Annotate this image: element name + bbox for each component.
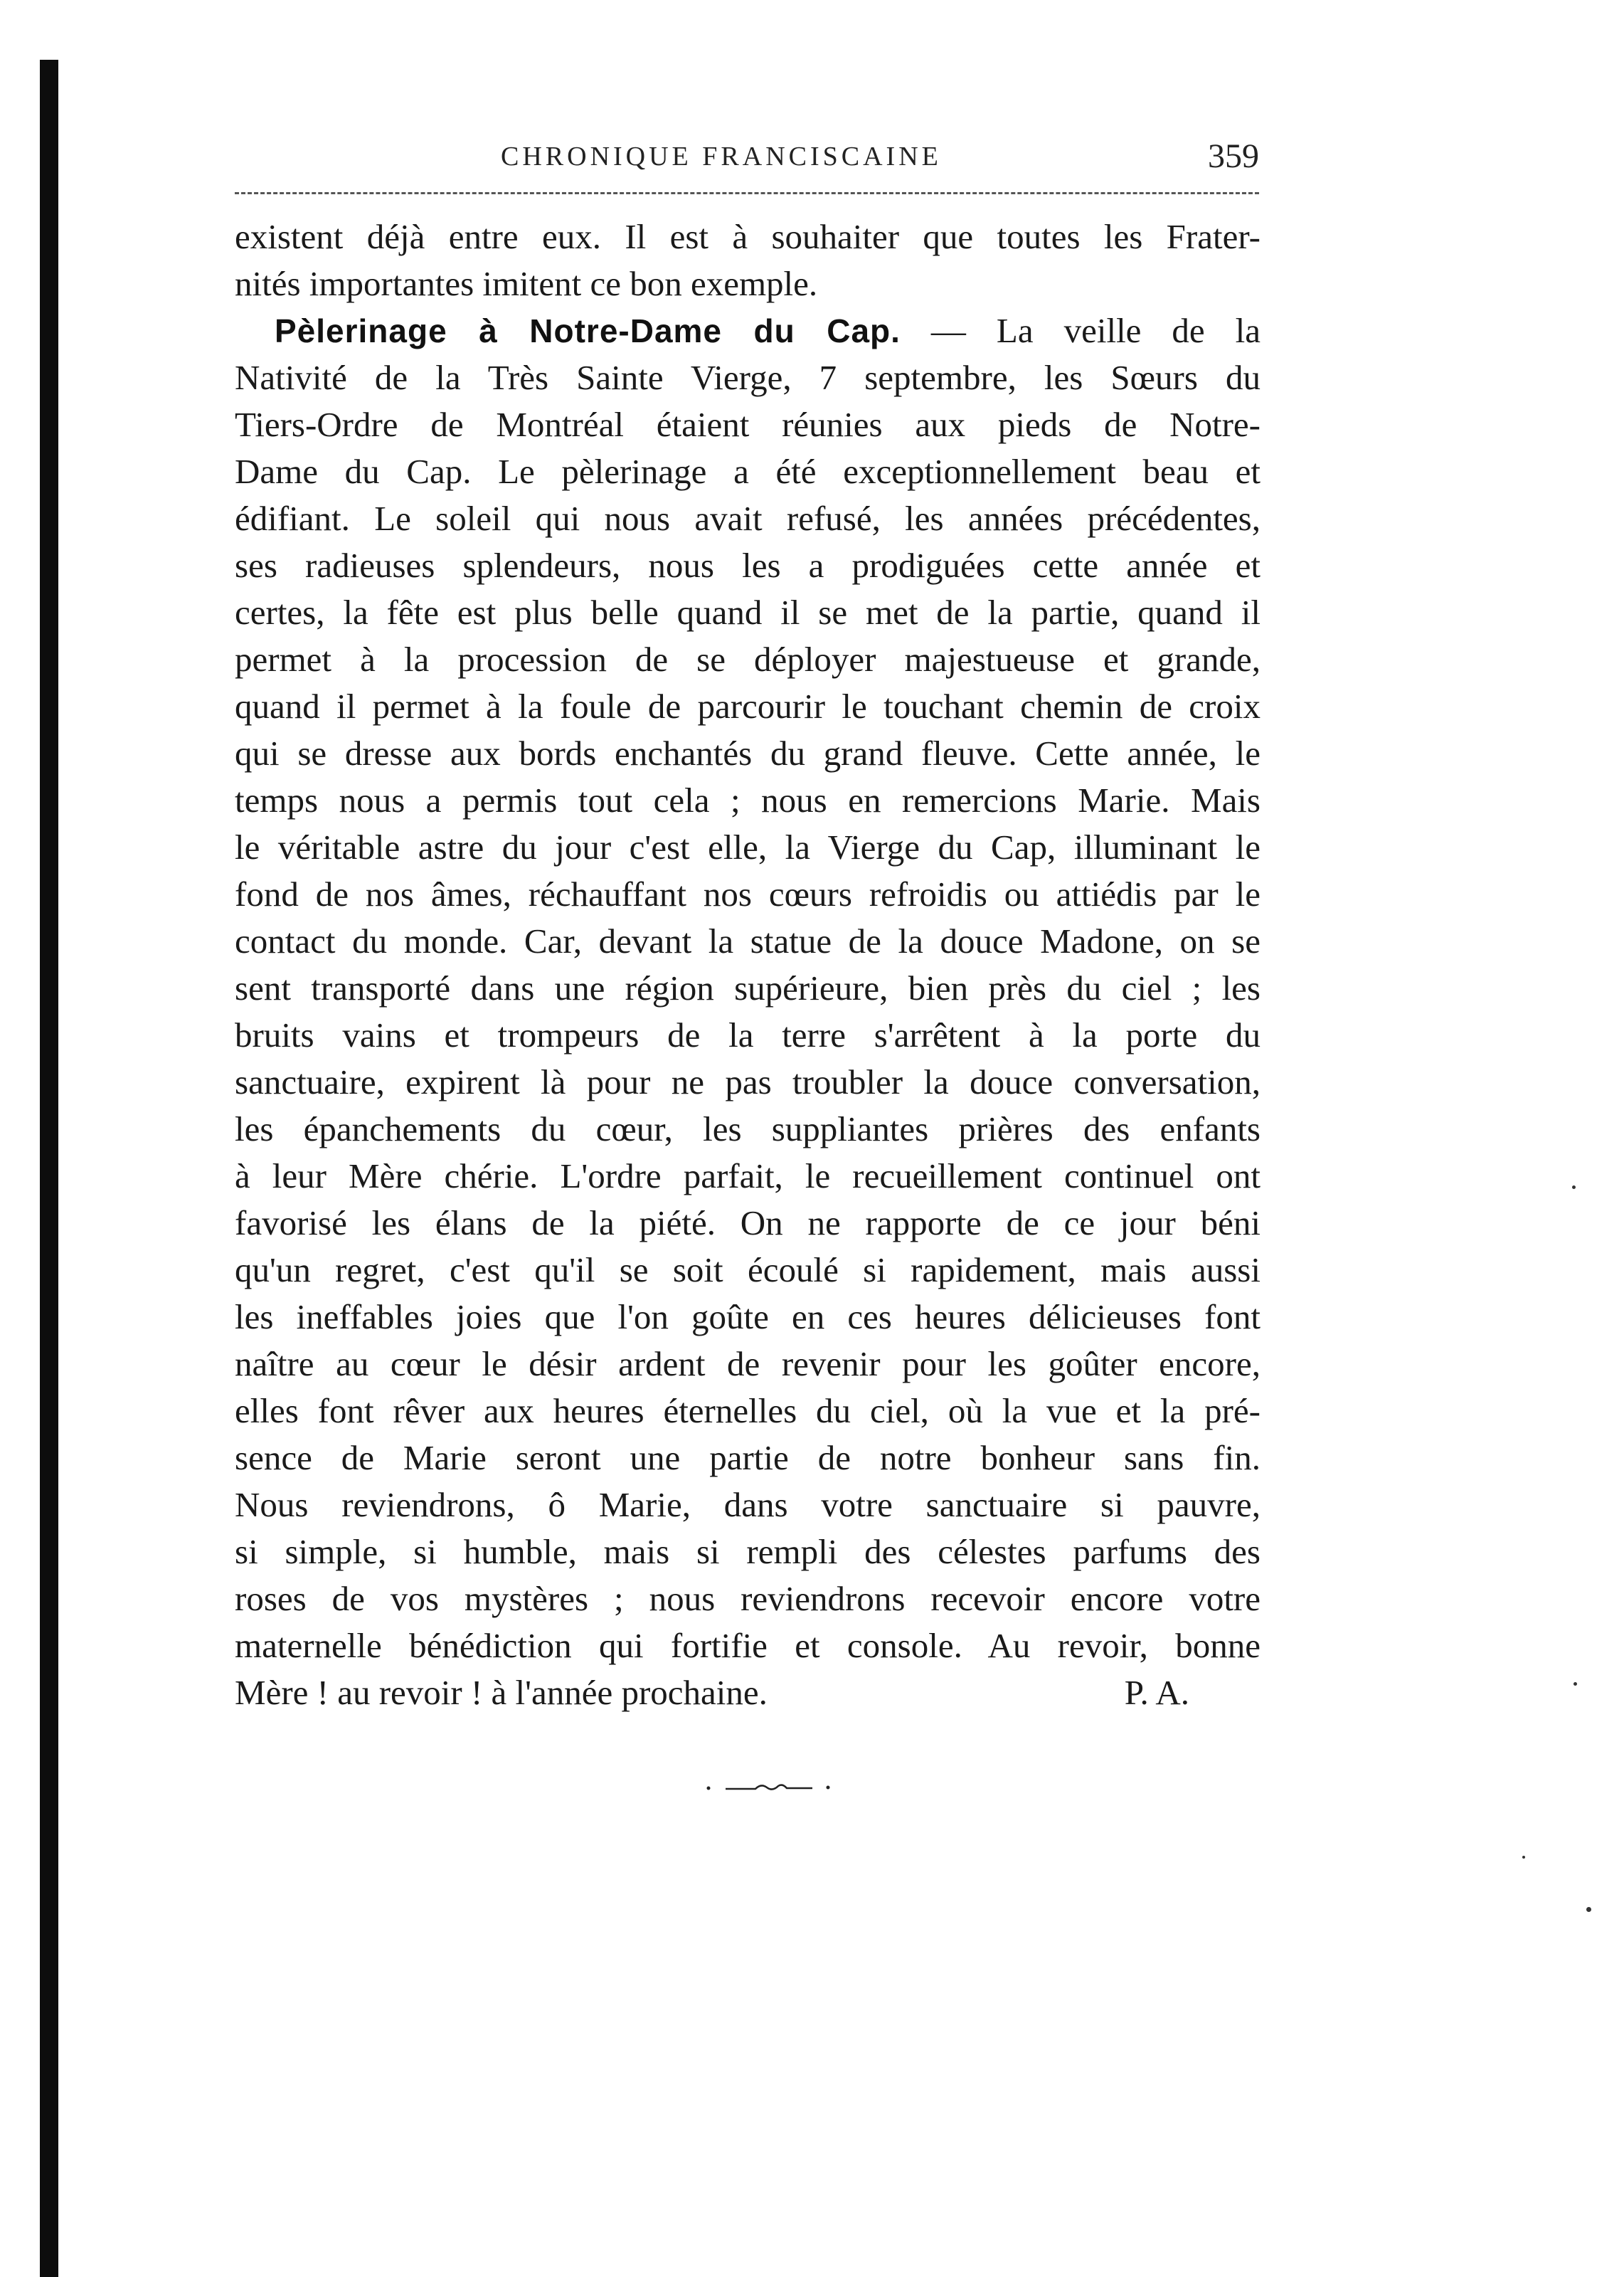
binding-edge [40,60,58,2277]
text-line: Tiers-Ordre de Montréal étaient réunies aux pieds de Notre- [235,405,1261,444]
section-heading-line [235,307,1261,354]
text-line: bruits vains et trompeurs de la terre s'arrêtent à la porte du [235,1015,1261,1055]
text-line: elles font rêver aux heures éternelles du ciel, où la vue et la pré- [235,1391,1261,1430]
body-text [235,213,1261,1716]
text-line: les épanchements du cœur, les suppliantes prières des enfants [235,1109,1261,1148]
text-line: à leur Mère chérie. L'ordre parfait, le recueillement continuel ont [235,1156,1261,1195]
text-line: roses de vos mystères ; nous reviendrons recevoir encore votre [235,1579,1261,1618]
text-line: sanctuaire, expirent là pour ne pas troubler la douce conversation, [235,1062,1261,1101]
header-rule [235,192,1259,194]
text-line: existent déjà entre eux. Il est à souhaiter que toutes les Frater- [235,217,1261,256]
text-line: fond de nos âmes, réchauffant nos cœurs refroidis ou attiédis par le [235,875,1261,914]
text-line: sent transporté dans une région supérieure, bien près du ciel ; les [235,968,1261,1008]
margin-mark [1573,1682,1577,1686]
running-header [235,137,1259,186]
page-number: 359 [1208,137,1259,175]
text-line: nités importantes imitent ce bon exemple. [235,264,818,303]
text-line: si simple, si humble, mais si rempli des célestes parfums des [235,1532,1261,1571]
text-line: Nous reviendrons, ô Marie, dans votre sanctuaire si pauvre, [235,1485,1261,1524]
text-line: ses radieuses splendeurs, nous les a prodiguées cette année et [235,546,1261,585]
margin-mark [1522,1856,1525,1859]
margin-mark [1572,1185,1576,1189]
text-line: les ineffables joies que l'on goûte en ces heures délicieuses font [235,1297,1261,1336]
section-heading: Pèlerinage à Notre-Dame du Cap. [275,312,901,349]
text-line: Dame du Cap. Le pèlerinage a été exceptionnellement beau et [235,452,1261,491]
text-line: édifiant. Le soleil qui nous avait refusé, les années précédentes, [235,499,1261,538]
text-line: favorisé les élans de la piété. On ne rapporte de ce jour béni [235,1203,1261,1242]
closing-text: Mère ! au revoir ! à l'année prochaine. [235,1673,768,1712]
text-line: qui se dresse aux bords enchantés du grand fleuve. Cette année, le [235,734,1261,773]
text-line: permet à la procession de se déployer majestueuse et grande, [235,640,1261,679]
ornament-divider [704,1780,832,1795]
text-line: Nativité de la Très Sainte Vierge, 7 septembre, les Sœurs du [235,358,1261,397]
text-line: sence de Marie seront une partie de notre bonheur sans fin. [235,1438,1261,1477]
text-line-start: La veille de la [996,311,1261,350]
text-line: maternelle bénédiction qui fortifie et console. Au revoir, bonne [235,1626,1261,1665]
closing-line [235,1669,1261,1716]
text-line: qu'un regret, c'est qu'il se soit écoulé si rapidement, mais aussi [235,1250,1261,1289]
heading-dash: — [900,311,997,350]
text-line: certes, la fête est plus belle quand il se met de la partie, quand il [235,593,1261,632]
margin-mark [1586,1907,1591,1912]
text-line: temps nous a permis tout cela ; nous en remercions Marie. Mais [235,781,1261,820]
text-line: contact du monde. Car, devant la statue de la douce Madone, on se [235,921,1261,961]
text-line: quand il permet à la foule de parcourir le touchant chemin de croix [235,687,1261,726]
running-title: CHRONIQUE FRANCISCAINE [501,142,942,171]
author-initials: P. A. [1124,1673,1189,1712]
text-line: naître au cœur le désir ardent de revenir pour les goûter encore, [235,1344,1261,1383]
text-line: le véritable astre du jour c'est elle, la Vierge du Cap, illuminant le [235,828,1261,867]
